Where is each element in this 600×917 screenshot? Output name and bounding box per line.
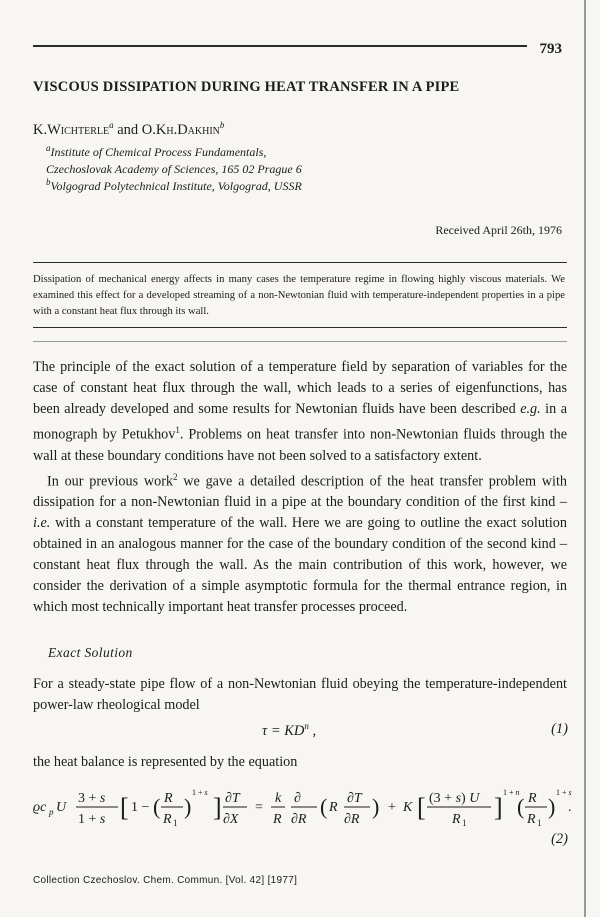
affiliation-a [46,140,302,178]
paragraph-3: For a steady-state pipe flow of a non-Newtonian fluid obeying the temperature-independent power-law rheological model [33,676,567,713]
abstract: Dissipation of mechanical energy affects in many cases the temperature regime in flowing highly viscous materials. We examined this effect for a developed streaming of a non-Newtonian fluid with temperature-independent properties in a pipe with a constant heat flux through its wall. [33,274,565,317]
equation-1 [262,721,316,740]
p1-eg: e.g. [520,401,541,417]
svg-text:(3 + s) U: (3 + s) U [429,791,480,806]
author-conj: and [113,121,142,138]
affiliation-a-mark: a [46,143,51,153]
received-date: Received April 26th, 1976 [435,223,562,237]
author-2-mark: b [219,120,225,130]
p1-text-b: in a monograph by Petukhov [33,401,567,443]
heat-balance-text: the heat balance is represented by the equation [33,754,298,770]
p2-text-a: In our previous work [47,473,174,490]
svg-text:1 + s: 1 + s [556,788,572,797]
body-text [33,357,567,618]
section-heading: Exact Solution [48,645,133,660]
svg-text:∂X: ∂X [223,812,239,827]
svg-text:k: k [275,791,282,806]
svg-text:1: 1 [462,818,467,828]
svg-text:[: [ [120,793,129,822]
abstract-top-rule [33,262,567,263]
p2-ref-2: 2 [173,471,178,482]
equation-1-exponent: n [304,721,309,731]
svg-text:R: R [164,791,173,806]
article-title: VISCOUS DISSIPATION DURING HEAT TRANSFER IN A PIPE [33,79,460,95]
p1-ref-1: 1 [175,425,180,435]
svg-text:∂T: ∂T [225,791,240,806]
svg-text:R: R [163,812,172,827]
page-number: 793 [539,41,562,57]
svg-text:): ) [548,794,556,819]
svg-text:ϱc: ϱc [33,800,47,815]
svg-text:U: U [56,800,67,815]
svg-text:]: ] [494,793,503,822]
svg-text:): ) [184,794,192,819]
svg-text:[: [ [417,793,426,822]
svg-text:(: ( [320,794,328,819]
p2-text-b: we gave a detailed description of the heat transfer problem with dissipation for a non-Newtonian fluid in a pipe at the boundary condition of the first kind – [33,473,567,511]
svg-text:1 + n: 1 + n [503,788,520,797]
svg-text:3 + s: 3 + s [78,791,106,806]
abstract-bottom-rule-2 [33,341,567,342]
svg-text:(: ( [517,794,525,819]
affiliation-b-line1: Volgograd Polytechnical Institute, Volgograd, USSR [50,179,302,193]
page-edge-line [584,0,586,917]
equation-1-number: (1) [551,721,568,737]
affiliation-b [46,174,302,195]
journal-footer: Collection Czechoslov. Chem. Commun. [Vol. 42] [1977] [33,875,298,886]
svg-text:R: R [528,791,537,806]
svg-text:∂T: ∂T [347,791,362,806]
affiliation-b-mark: b [46,177,51,187]
author-1-mark: a [109,120,114,130]
author-2: O.Kh.Dakhin [141,121,220,138]
svg-text:]: ] [213,793,222,822]
p2-ie: i.e. [33,515,51,532]
svg-text:∂R: ∂R [344,812,360,827]
author-1: K.Wichterle [33,121,110,138]
svg-text:R: R [329,800,338,815]
paragraph-1 [33,357,567,467]
svg-text:R: R [527,812,536,827]
svg-text:R: R [273,812,282,827]
p1-text-c: . Problems on heat transfer into non-Newtonian fluids through the wall at these boundary conditions have not been solved to a satisfactory extent. [33,426,568,464]
svg-text:R: R [452,812,461,827]
svg-text:+: + [388,800,396,815]
svg-text:): ) [372,794,380,819]
svg-text:1 −: 1 − [131,800,150,815]
affiliation-a-line1: Institute of Chemical Process Fundamentals, [50,145,267,159]
author-line [33,120,224,139]
svg-text:∂: ∂ [294,791,301,806]
p1-text-a: The principle of the exact solution of a temperature field by separation of variables for the case of constant heat flux through the wall, which leads to a series of eigenfunctions, has been already developed and some results for Newtonian fluids have been described [33,359,567,417]
equation-1-tail: , [308,722,317,739]
equation-2 [33,775,573,835]
svg-text:=: = [255,800,263,815]
affiliation-a-line2: Czechoslovak Academy of Sciences, 165 02 Prague 6 [46,162,302,176]
svg-text:1 + s: 1 + s [78,812,106,827]
equation-2-number: (2) [551,831,568,847]
svg-text:.: . [568,800,572,815]
svg-text:∂R: ∂R [291,812,307,827]
header-rule [33,45,527,47]
equation-1-body: τ = KD [262,722,305,739]
svg-text:p: p [49,807,54,817]
p2-text-c: with a constant temperature of the wall. Here we are going to outline the exact solution obtained in an analogous manner for the case of the boundary condition of the second kind – constant heat flux through the wall. As the main contribution of this work, however, we consider the derivation of a simple asymptotic formula for the thermal entrance region, in which most technically important heat transfer processes proceed. [33,515,567,616]
svg-text:1: 1 [537,818,542,828]
svg-text:1 + s: 1 + s [192,788,208,797]
abstract-bottom-rule [33,327,567,328]
svg-text:1: 1 [173,818,178,828]
svg-text:K: K [403,800,413,815]
svg-text:(: ( [153,794,161,819]
paragraph-2 [33,467,567,619]
